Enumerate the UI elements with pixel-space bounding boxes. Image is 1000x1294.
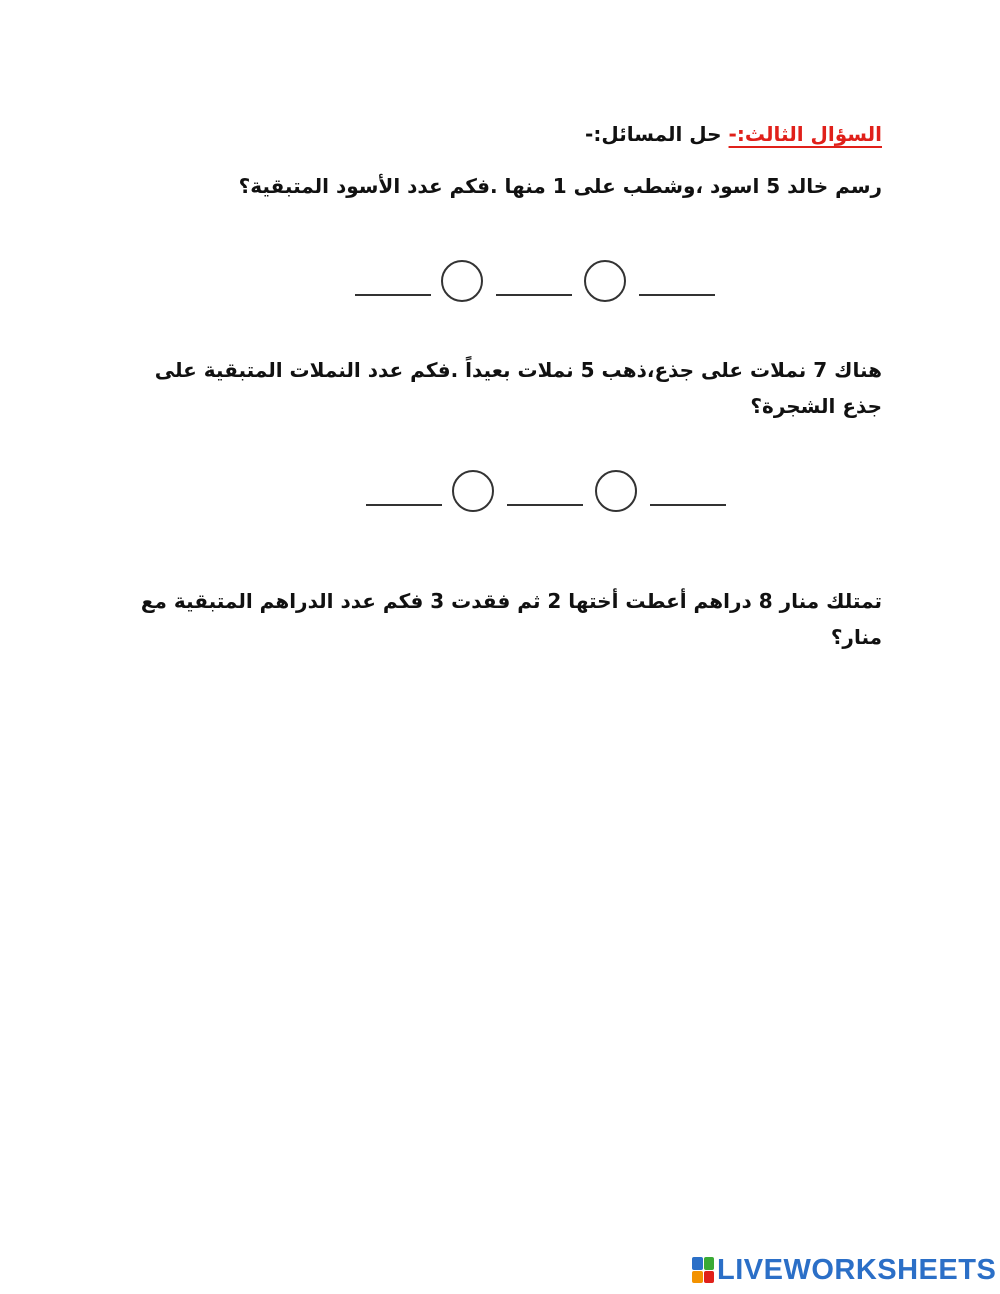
answer-blank-2[interactable] xyxy=(507,504,583,506)
answer-blank-1[interactable] xyxy=(650,504,726,506)
operator-circle-1[interactable] xyxy=(595,470,637,512)
logo-square-green xyxy=(704,1257,715,1270)
answer-row-1 xyxy=(355,260,725,310)
question-heading xyxy=(102,116,882,152)
operator-circle-2[interactable] xyxy=(441,260,483,302)
logo-square-blue xyxy=(692,1257,703,1270)
liveworksheets-logo xyxy=(692,1253,996,1287)
problem-1-text: رسم خالد 5 اسود ،وشطب على 1 منها .فكم عدد الأسود المتبقية؟ xyxy=(238,174,882,198)
question-subtitle: حل المسائل:- xyxy=(585,122,729,146)
problem-2-text: هناك 7 نملات على جذع،ذهب 5 نملات بعيداً .فكم عدد النملات المتبقية على جذع الشجرة؟ xyxy=(154,358,882,418)
answer-row-2 xyxy=(366,470,736,520)
answer-blank-2[interactable] xyxy=(496,294,572,296)
logo-square-red xyxy=(704,1271,715,1284)
operator-circle-2[interactable] xyxy=(452,470,494,512)
logo-square-orange xyxy=(692,1271,703,1284)
question-title: السؤال الثالث:- xyxy=(728,122,882,146)
answer-blank-result[interactable] xyxy=(355,294,431,296)
operator-circle-1[interactable] xyxy=(584,260,626,302)
answer-blank-result[interactable] xyxy=(366,504,442,506)
answer-blank-1[interactable] xyxy=(639,294,715,296)
problem-3-text: تمتلك منار 8 دراهم أعطت أختها 2 ثم فقدت 3 فكم عدد الدراهم المتبقية مع منار؟ xyxy=(140,589,882,649)
liveworksheets-icon xyxy=(692,1257,714,1283)
logo-text: LIVEWORKSHEETS xyxy=(717,1254,997,1286)
